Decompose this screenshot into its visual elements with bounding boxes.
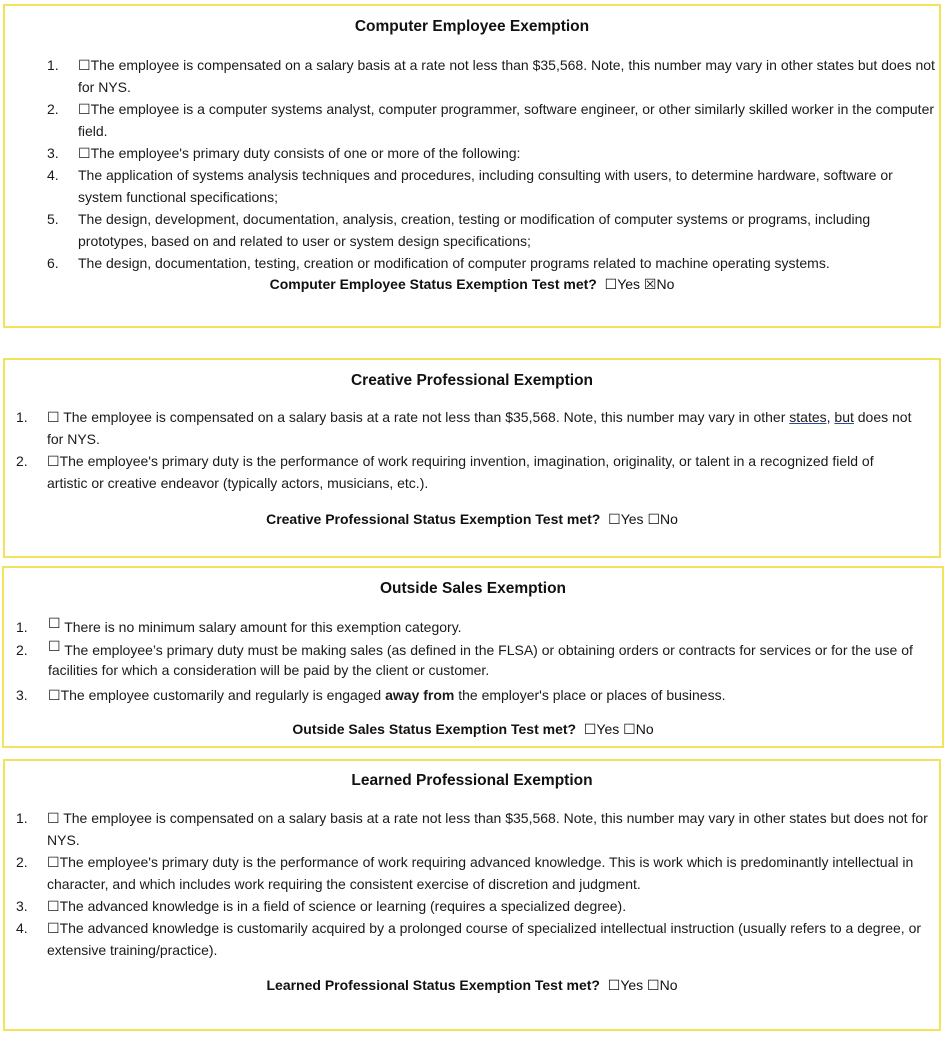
computer-item-4 xyxy=(5,164,935,208)
computer-item-2 xyxy=(5,98,935,142)
yes-label: Yes xyxy=(617,276,641,292)
item-number: 3. xyxy=(16,898,28,914)
creative-item-2 xyxy=(5,450,915,494)
checkbox-icon[interactable]: ☐ xyxy=(48,638,61,654)
item-text: The employee is compensated on a salary basis at a rate not less than $35,568. Note, this number may vary in other states but does not for NYS. xyxy=(78,57,935,95)
spellcheck-word: but xyxy=(834,409,854,425)
checkbox-icon[interactable]: ☐ xyxy=(48,615,61,631)
status-label: Learned Professional Status Exemption Test met? xyxy=(266,977,600,993)
item-number: 1. xyxy=(47,57,59,73)
item-number: 2. xyxy=(16,854,28,870)
yes-checkbox-icon[interactable]: ☐ xyxy=(583,721,597,737)
sales-section-title: Outside Sales Exemption xyxy=(379,580,567,597)
creative-status-line xyxy=(5,511,939,528)
emphasis-text: away from xyxy=(385,687,455,703)
no-label: No xyxy=(659,977,678,993)
item-number: 1. xyxy=(16,619,28,635)
item-text: The design, development, documentation, analysis, creation, testing or modification of computer systems or programs, including prototypes, based on and related to user or system design specifications; xyxy=(78,211,871,249)
item-text: The employee customarily and regularly is engaged xyxy=(60,687,386,703)
sales-status-line xyxy=(4,721,942,738)
computer-section-title: Computer Employee Exemption xyxy=(354,18,590,35)
item-text: The advanced knowledge is in a field of science or learning (requires a specialized degree). xyxy=(59,898,627,914)
no-checkbox-icon[interactable]: ☐ xyxy=(647,511,660,527)
outside-sales-section xyxy=(2,566,944,748)
item-text: There is no minimum salary amount for this exemption category. xyxy=(60,619,462,635)
item-number: 1. xyxy=(16,810,28,826)
learned-status-line xyxy=(5,977,939,994)
sales-item-3 xyxy=(4,684,926,706)
no-label: No xyxy=(660,511,678,527)
yes-label: Yes xyxy=(620,977,644,993)
computer-item-6 xyxy=(5,252,935,274)
no-label: No xyxy=(635,721,654,737)
no-checkbox-icon[interactable]: ☒ xyxy=(643,276,657,292)
item-number: 3. xyxy=(16,687,28,703)
no-label: No xyxy=(656,276,675,292)
item-number: 5. xyxy=(47,211,59,227)
item-text: The employee is a computer systems analyst, computer programmer, software engineer, or other similarly skilled worker in the computer field. xyxy=(78,101,935,139)
checkbox-icon[interactable]: ☐ xyxy=(78,145,91,161)
computer-employee-section xyxy=(3,4,941,328)
learned-professional-section xyxy=(3,759,941,1031)
yes-checkbox-icon[interactable]: ☐ xyxy=(608,511,621,527)
status-label: Outside Sales Status Exemption Test met? xyxy=(292,721,577,737)
computer-item-1 xyxy=(5,54,935,98)
learned-section-title: Learned Professional Exemption xyxy=(351,772,593,789)
checkbox-icon[interactable]: ☐ xyxy=(47,810,60,826)
checkbox-icon[interactable]: ☐ xyxy=(78,101,91,117)
item-text: The employee’s primary duty must be making sales (as defined in the FLSA) or obtaining orders or contracts for services or for the use of facilities for which a consideration will be paid by the client or customer. xyxy=(48,642,913,678)
item-text: The employee is compensated on a salary basis at a rate not less than $35,568. Note, this number may vary in other states but does not for NYS. xyxy=(47,810,928,848)
learned-item-2 xyxy=(5,851,931,895)
item-number: 6. xyxy=(47,255,59,271)
computer-item-3 xyxy=(5,142,935,164)
item-text: The employee is compensated on a salary basis at a rate not less than $35,568. Note, this number may vary in other xyxy=(59,409,790,425)
item-text: The design, documentation, testing, creation or modification of computer programs related to machine operating systems. xyxy=(78,255,830,271)
item-number: 2. xyxy=(16,642,28,658)
learned-item-3 xyxy=(5,895,931,917)
checkbox-icon[interactable]: ☐ xyxy=(47,854,60,870)
creative-section-title: Creative Professional Exemption xyxy=(350,372,594,389)
yes-label: Yes xyxy=(620,511,644,527)
computer-item-5 xyxy=(5,208,935,252)
item-number: 3. xyxy=(47,145,59,161)
item-number: 4. xyxy=(16,920,28,936)
item-number: 2. xyxy=(47,101,59,117)
item-text: the employer's place or places of business. xyxy=(454,687,726,703)
item-text: The advanced knowledge is customarily acquired by a prolonged course of specialized intellectual instruction (usually refers to a degree, or extensive training/practice). xyxy=(47,920,922,958)
checkbox-icon[interactable]: ☐ xyxy=(78,57,91,73)
sales-item-1 xyxy=(4,616,926,638)
item-text: The employee's primary duty is the performance of work requiring invention, imagination, originality, or talent in a recognized field of artistic or creative endeavor (typically actors, musicians, etc.). xyxy=(47,453,874,491)
computer-status-line xyxy=(5,276,939,293)
sales-criteria-list xyxy=(4,616,926,706)
no-checkbox-icon[interactable]: ☐ xyxy=(647,977,660,993)
item-text: The application of systems analysis techniques and procedures, including consulting with users, to determine hardware, software or system functional specifications; xyxy=(78,167,893,205)
creative-professional-section xyxy=(3,358,941,558)
checkbox-icon[interactable]: ☐ xyxy=(47,453,60,469)
yes-checkbox-icon[interactable]: ☐ xyxy=(607,977,621,993)
item-number: 2. xyxy=(16,453,28,469)
item-text: does not for NYS. xyxy=(47,409,912,447)
learned-item-4 xyxy=(5,917,931,961)
learned-criteria-list xyxy=(5,807,931,961)
item-number: 1. xyxy=(16,409,28,425)
checkbox-icon[interactable]: ☐ xyxy=(47,898,60,914)
status-label: Creative Professional Status Exemption Test met? xyxy=(266,511,601,527)
checkbox-icon[interactable]: ☐ xyxy=(47,920,60,936)
item-text: The employee's primary duty is the performance of work requiring advanced knowledge. This is work which is predominantly intellectual in character, and which includes work requiring the consistent exercise of discretion and judgment. xyxy=(47,854,914,892)
creative-item-1 xyxy=(5,406,915,450)
no-checkbox-icon[interactable]: ☐ xyxy=(623,721,636,737)
yes-label: Yes xyxy=(596,721,620,737)
checkbox-icon[interactable]: ☐ xyxy=(48,687,61,703)
spellcheck-word: states, xyxy=(789,409,831,425)
status-label: Computer Employee Status Exemption Test met? xyxy=(269,276,597,292)
item-text: The employee's primary duty consists of one or more of the following: xyxy=(90,145,521,161)
yes-checkbox-icon[interactable]: ☐ xyxy=(604,276,618,292)
computer-criteria-list xyxy=(5,54,935,274)
sales-item-2 xyxy=(4,640,926,680)
checkbox-icon[interactable]: ☐ xyxy=(47,409,60,425)
learned-item-1 xyxy=(5,807,931,851)
creative-criteria-list xyxy=(5,406,915,494)
item-number: 4. xyxy=(47,167,59,183)
